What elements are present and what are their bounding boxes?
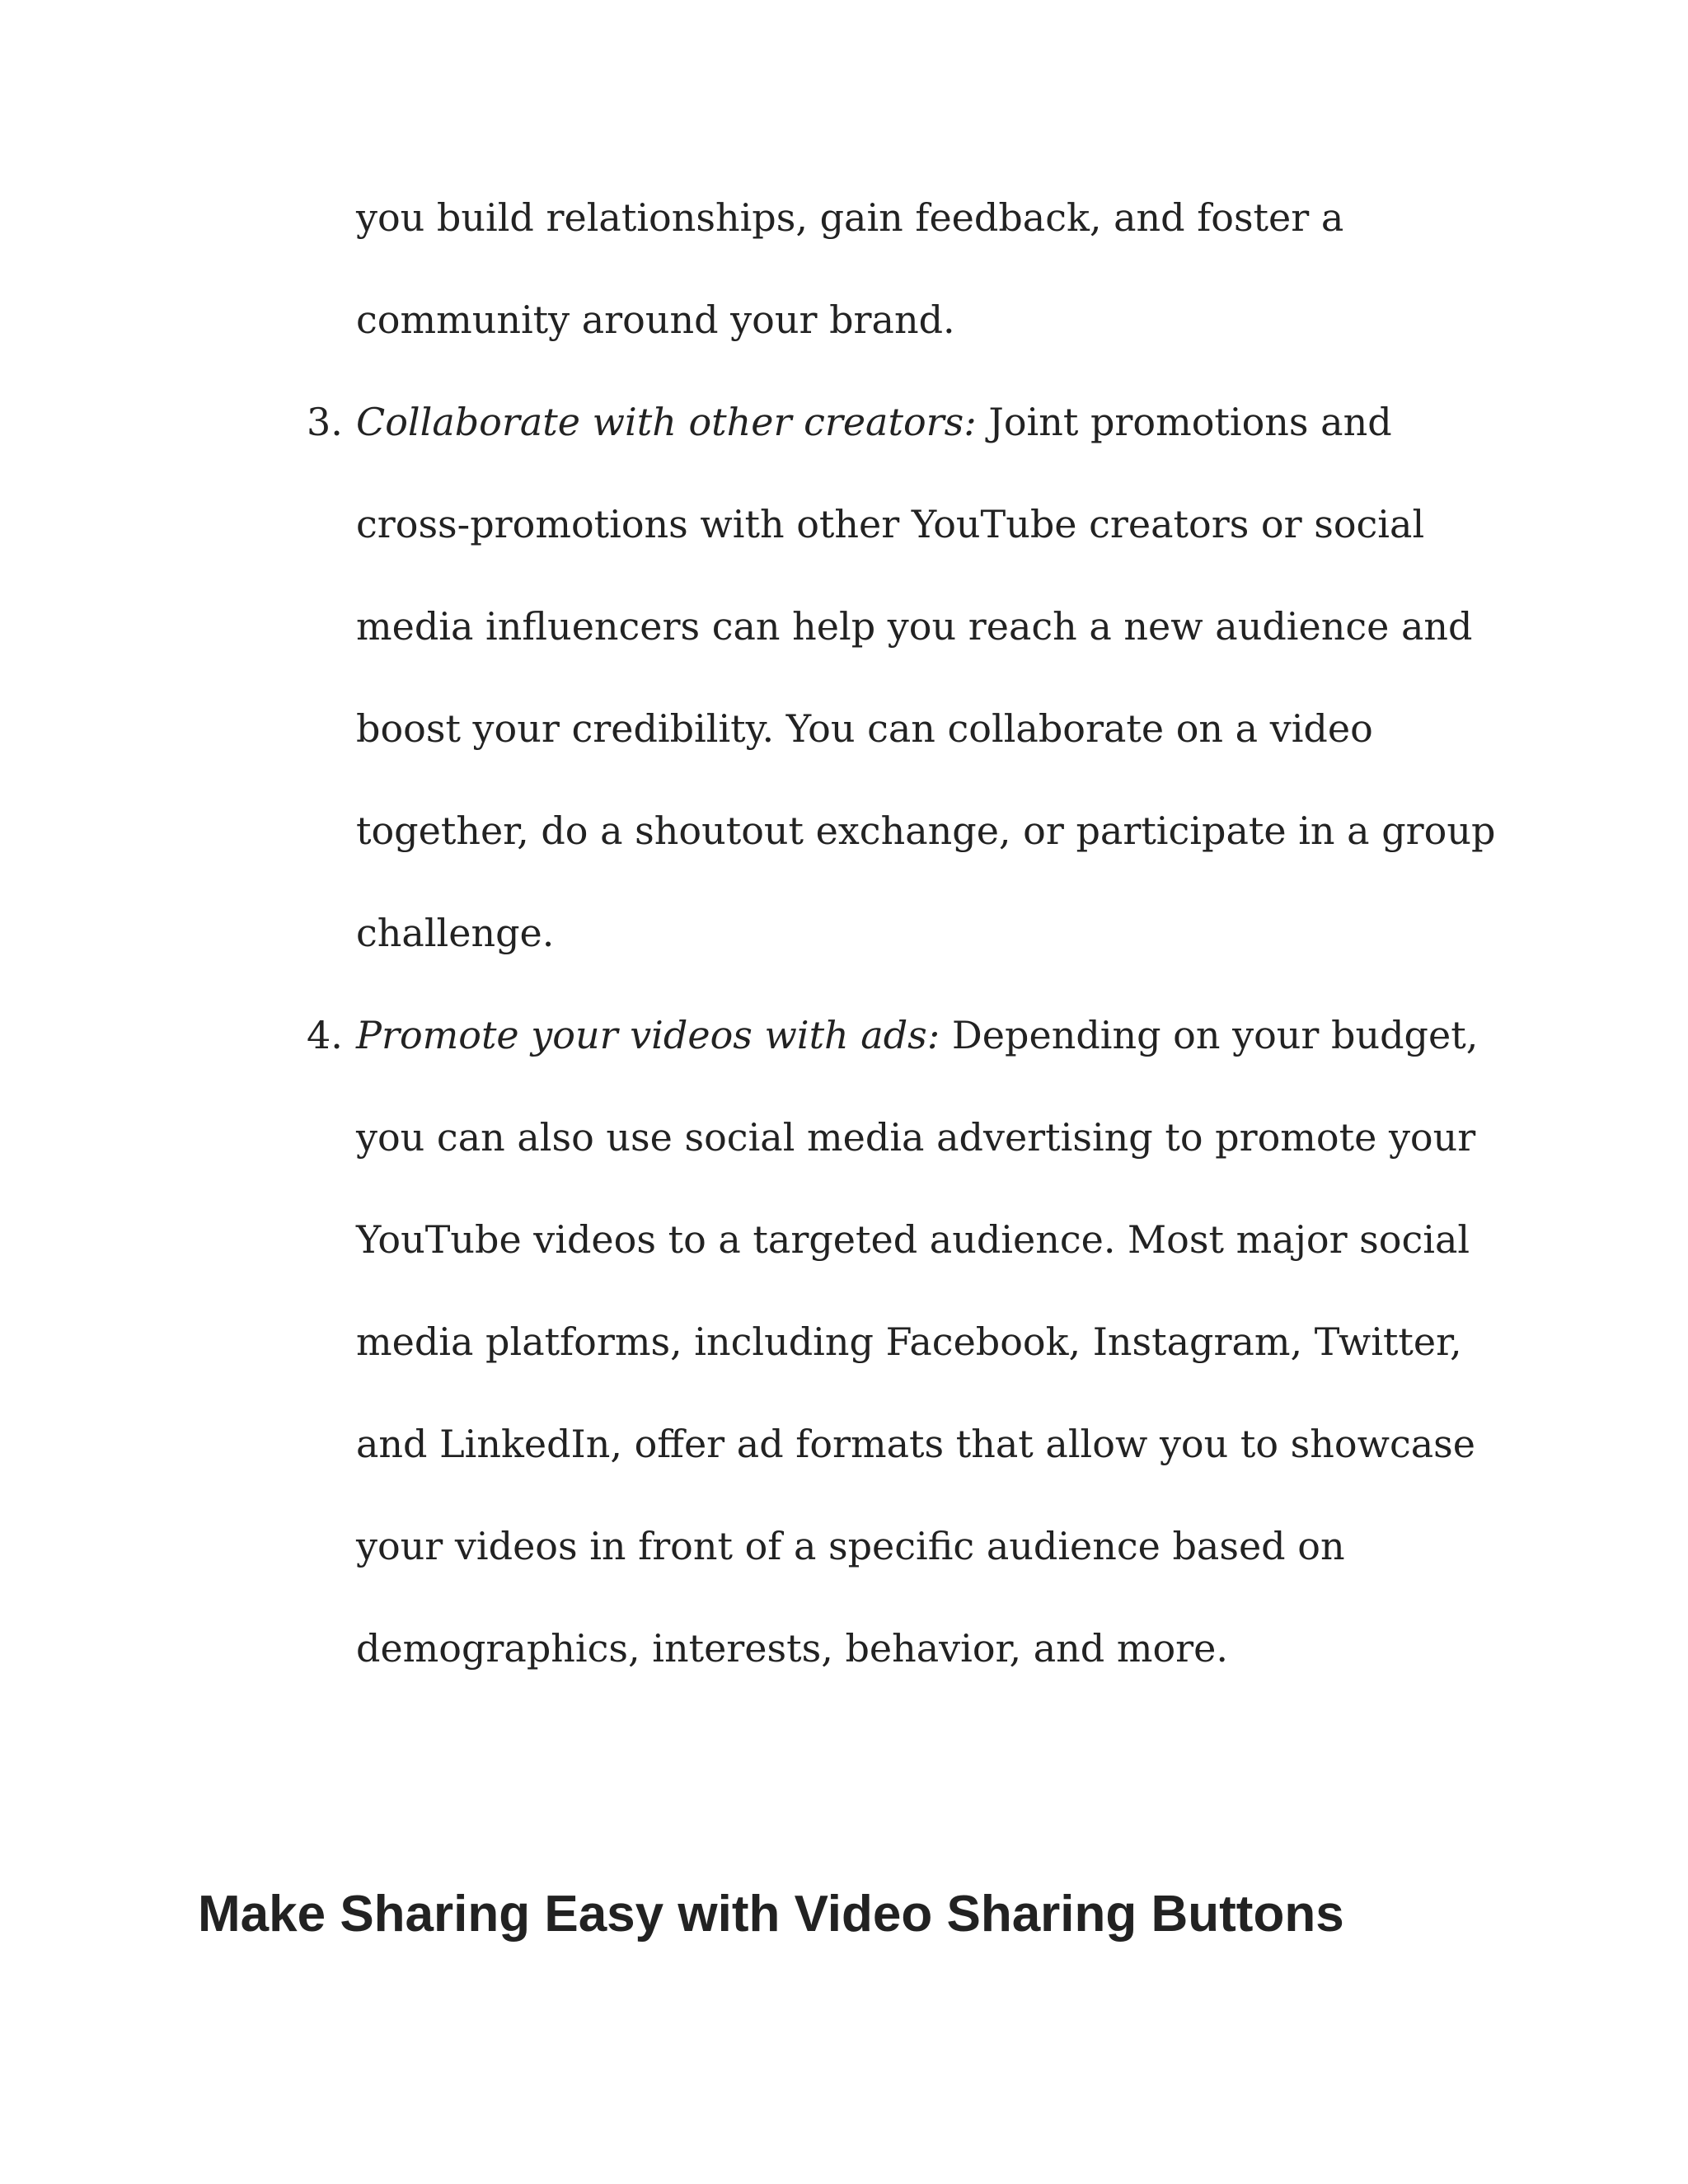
list-item [307,984,1502,1699]
list-item-body: Depending on your budget, you can also use social media advertising to promote your YouTube videos to a targeted audience. Most major social media platforms, including Facebook, Instagram, Twitter, and LinkedIn, offer ad formats that allow you to showcase your videos in front of a specific audience based on demographics, interests, behavior, and more. [356,1013,1479,1671]
list-item-text [356,371,1502,984]
list-item-text [356,984,1502,1699]
list-item-number: 4. [307,1013,343,1057]
list-item [307,371,1502,984]
section-heading: Make Sharing Easy with Video Sharing Buttons [198,1886,1344,1943]
list-item-lead: Promote your videos with ads: [356,1013,940,1057]
list-item-lead: Collaborate with other creators: [356,400,977,444]
list-item-body: Joint promotions and cross-promotions with other YouTube creators or social media influencers can help you reach a new audience and boost your credibility. You can collaborate on a video together, do a shoutout exchange, or participate in a group challenge. [356,400,1496,955]
list-item-number: 3. [307,400,343,444]
list-continuation-paragraph: you build relationships, gain feedback, and foster a community around your brand. [356,195,1344,342]
